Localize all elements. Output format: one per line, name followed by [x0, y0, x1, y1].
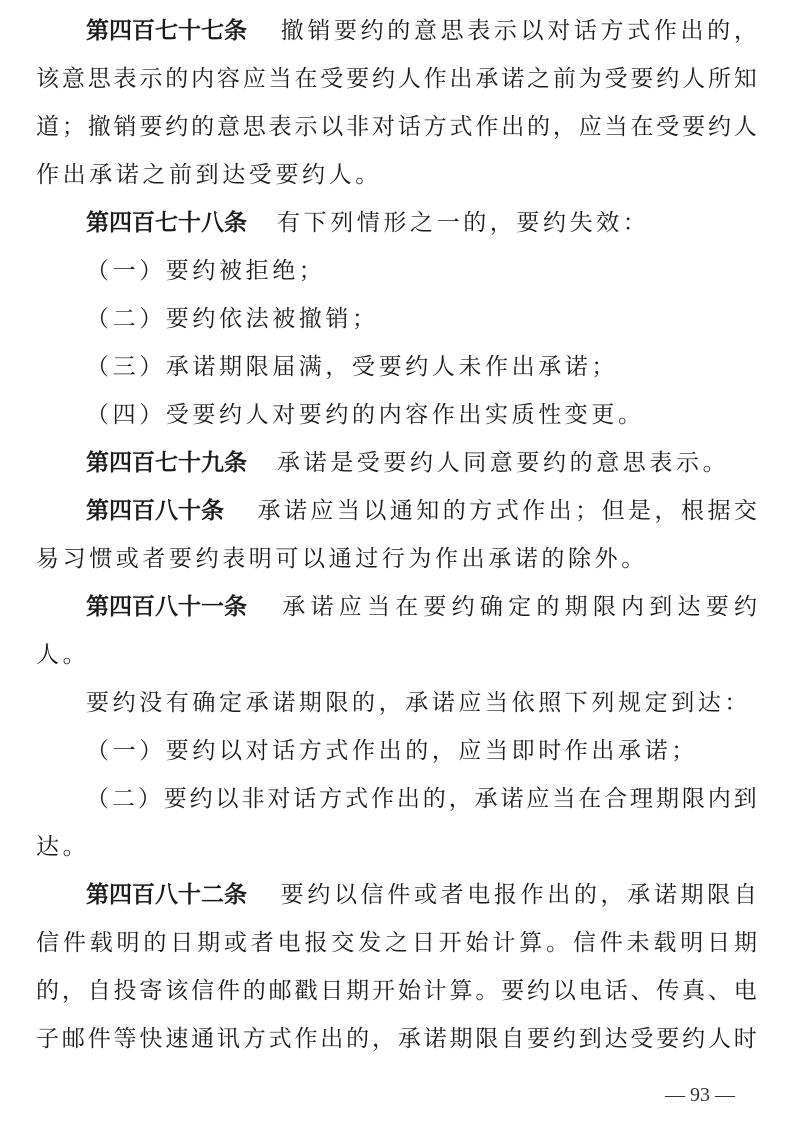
text-char: 等: [113, 1026, 137, 1052]
text-char: 件: [599, 930, 623, 956]
text-char: 约: [371, 66, 395, 92]
text-char: 约: [527, 978, 551, 1004]
text-char: 限: [681, 786, 705, 812]
text-char: 日: [170, 930, 194, 956]
text-char: 或: [223, 930, 247, 956]
text-char: 信: [191, 978, 215, 1004]
text-char: 快: [139, 1026, 163, 1052]
text-line: [0, 536, 793, 582]
text-char: 表: [467, 18, 491, 44]
text-line-justified: [0, 584, 793, 630]
text-char: 子: [36, 1026, 59, 1052]
text-char: 话: [604, 978, 628, 1004]
text-char: ，: [448, 786, 472, 812]
text-char: 以: [520, 18, 544, 44]
text-char: 报: [493, 882, 517, 908]
text-char: 限: [475, 1026, 499, 1052]
text-line: [0, 392, 793, 438]
text-char: 要: [163, 786, 187, 812]
text-char: 应: [338, 594, 362, 620]
text-char: 方: [319, 786, 343, 812]
text-char: 以: [320, 114, 344, 140]
text-char: 销: [307, 18, 331, 44]
text-char: 受: [630, 1026, 654, 1052]
text-line-justified: [0, 8, 793, 54]
text-char: 式: [627, 18, 651, 44]
text-char: 应: [242, 66, 266, 92]
text-char: 约: [656, 66, 680, 92]
text-char: 为: [578, 66, 602, 92]
text-char: 诺: [310, 594, 334, 620]
text-line: [0, 248, 793, 294]
text-char: 交: [733, 498, 757, 524]
text-char: 期: [655, 786, 679, 812]
text-line: [0, 440, 793, 486]
text-char: 话: [397, 114, 421, 140]
text-char: ，: [371, 1026, 395, 1052]
text-char: 到: [649, 594, 673, 620]
text-char: 信: [360, 882, 384, 908]
text-char: 速: [165, 1026, 189, 1052]
text-char: 日: [320, 978, 344, 1004]
text-char: 内: [707, 786, 731, 812]
text-char: 人: [707, 1026, 731, 1052]
text-line-justified: [0, 56, 793, 102]
text-char: 是: [628, 498, 652, 524]
text-char: 载: [653, 930, 677, 956]
text-char: 以: [552, 978, 576, 1004]
text-char: 要: [139, 114, 163, 140]
text-char: 真: [682, 978, 706, 1004]
text-char: 知: [416, 498, 440, 524]
text-line: [0, 728, 793, 774]
text-char: 、: [707, 978, 731, 1004]
text-char: 非: [346, 114, 370, 140]
text-char: 所: [707, 66, 731, 92]
text-char: ）: [137, 786, 161, 812]
text-line: [0, 152, 793, 198]
text-char: 计: [423, 978, 447, 1004]
text-char: 当: [336, 498, 360, 524]
text-char: 以: [363, 498, 387, 524]
text-char: 的: [536, 594, 560, 620]
text-char: 的: [422, 786, 446, 812]
text-char: 出: [320, 1026, 344, 1052]
text-char: 算: [449, 978, 473, 1004]
text-char: 合: [604, 786, 628, 812]
text-char: 话: [293, 786, 317, 812]
text-line: [0, 824, 793, 870]
text-char: 方: [423, 114, 447, 140]
text-char: 道: [36, 114, 59, 140]
article-heading: 第四百八十条: [86, 498, 224, 524]
text-char: 非: [241, 786, 265, 812]
text-char: 或: [413, 882, 437, 908]
text-char: 约: [552, 1026, 576, 1052]
text-line: [0, 632, 793, 678]
text-char: 件: [87, 1026, 111, 1052]
text-char: 时: [733, 1026, 757, 1052]
text-char: 表: [268, 114, 292, 140]
text-char: 到: [733, 786, 757, 812]
text-char: 要: [423, 594, 447, 620]
text-char: 、: [630, 978, 654, 1004]
text-char: ，: [552, 114, 576, 140]
text-char: 戳: [294, 978, 318, 1004]
text-char: 之: [527, 66, 551, 92]
text-char: 达: [677, 594, 701, 620]
text-char: 要: [333, 18, 357, 44]
text-char: 作: [294, 1026, 318, 1052]
text-line: [0, 344, 793, 390]
article-heading: 第四百八十一条: [86, 594, 247, 620]
text-char: 当: [552, 786, 576, 812]
text-char: 通: [389, 498, 413, 524]
text-char: 期: [346, 978, 370, 1004]
text-char: 投: [113, 978, 137, 1004]
text-char: ；: [61, 114, 85, 140]
text-char: 思: [440, 18, 464, 44]
text-char: 承: [282, 594, 306, 620]
text-char: 要: [630, 66, 654, 92]
text-char: 式: [345, 786, 369, 812]
text-char: 期: [680, 882, 704, 908]
article-heading: 第四百七十七条: [86, 18, 247, 44]
text-char: 的: [527, 114, 551, 140]
text-char: 定: [508, 594, 532, 620]
text-char: 撤: [280, 18, 304, 44]
text-char: 示: [139, 66, 163, 92]
text-char: 对: [547, 18, 571, 44]
text-char: 约: [307, 882, 331, 908]
text-char: 的: [143, 930, 167, 956]
text-char: 电: [578, 978, 602, 1004]
text-char: 始: [465, 930, 489, 956]
text-char: 容: [216, 66, 240, 92]
text-char: 明: [116, 930, 140, 956]
text-line-justified: [0, 104, 793, 150]
text-char: 意: [61, 66, 85, 92]
text-char: 约: [451, 594, 475, 620]
text-char: 自: [733, 882, 757, 908]
line-text: 达。: [36, 834, 90, 860]
line-text: （一）要约以对话方式作出的，应当即时作出承诺；: [86, 738, 698, 764]
text-char: 诺: [283, 498, 307, 524]
text-char: 电: [733, 978, 757, 1004]
text-char: 报: [304, 930, 328, 956]
text-char: 的: [191, 114, 215, 140]
text-char: 作: [653, 18, 677, 44]
text-char: 的: [165, 66, 189, 92]
text-char: 出: [547, 882, 571, 908]
line-text: 作出承诺之前到达受要约人。: [36, 162, 382, 188]
text-line-justified: [0, 776, 793, 822]
text-char: 载: [89, 930, 113, 956]
text-char: 电: [277, 930, 301, 956]
text-char: ，: [654, 498, 678, 524]
text-char: 诺: [653, 882, 677, 908]
text-char: 内: [191, 66, 215, 92]
text-char: 承: [475, 66, 499, 92]
text-char: 要: [682, 114, 706, 140]
text-char: 约: [360, 18, 384, 44]
text-char: 邮: [268, 978, 292, 1004]
text-char: 话: [573, 18, 597, 44]
text-char: 诺: [423, 1026, 447, 1052]
text-char: 讯: [216, 1026, 240, 1052]
text-char: 信: [572, 930, 596, 956]
line-text: 人。: [36, 642, 90, 668]
text-char: 式: [495, 498, 519, 524]
text-char: （: [86, 786, 109, 812]
text-char: 人: [682, 66, 706, 92]
text-char: 承: [474, 786, 498, 812]
text-char: ，: [733, 18, 757, 44]
line-text: （一）要约被拒绝；: [86, 258, 326, 284]
text-char: 交: [331, 930, 355, 956]
text-char: 当: [604, 114, 628, 140]
text-char: 发: [358, 930, 382, 956]
line-text: （四）受要约人对要约的内容作出实质性变更。: [86, 402, 645, 428]
text-char: 要: [656, 1026, 680, 1052]
text-char: 出: [449, 66, 473, 92]
text-char: 应: [578, 114, 602, 140]
text-char: 诺: [501, 66, 525, 92]
text-char: 明: [680, 930, 704, 956]
text-char: 内: [621, 594, 645, 620]
text-char: 期: [733, 930, 757, 956]
text-char: 二: [111, 786, 135, 812]
text-char: 要: [280, 882, 304, 908]
line-text: （二）要约依法被撤销；: [86, 306, 379, 332]
text-char: 自: [87, 978, 111, 1004]
text-char: 意: [413, 18, 437, 44]
text-char: 受: [604, 66, 628, 92]
line-text: 有下列情形之一的，要约失效：: [277, 210, 650, 236]
article-heading: 第四百七十八条: [86, 210, 247, 236]
text-char: 期: [197, 930, 221, 956]
text-line-justified: [0, 968, 793, 1014]
text-char: 式: [268, 1026, 292, 1052]
text-char: 但: [601, 498, 625, 524]
text-char: 之: [384, 930, 408, 956]
text-char: 寄: [139, 978, 163, 1004]
text-char: 约: [733, 594, 757, 620]
text-char: 通: [191, 1026, 215, 1052]
text-char: 式: [449, 114, 473, 140]
text-char: 理: [630, 786, 654, 812]
text-char: 在: [578, 786, 602, 812]
text-char: 承: [627, 882, 651, 908]
text-char: 约: [165, 114, 189, 140]
text-char: 开: [371, 978, 395, 1004]
text-char: 的: [387, 18, 411, 44]
text-char: 出: [680, 18, 704, 44]
text-char: 计: [492, 930, 516, 956]
text-line-justified: [0, 872, 793, 918]
article-heading: 第四百七十九条: [86, 450, 247, 476]
text-char: 作: [370, 786, 394, 812]
text-char: 出: [501, 114, 525, 140]
text-char: 人: [397, 66, 421, 92]
text-line-justified: [0, 1016, 793, 1062]
text-char: 邮: [61, 1026, 85, 1052]
text-char: 作: [522, 498, 546, 524]
text-char: 意: [216, 114, 240, 140]
text-char: 者: [440, 882, 464, 908]
text-char: 承: [397, 1026, 421, 1052]
text-char: 出: [396, 786, 420, 812]
text-char: 作: [520, 882, 544, 908]
text-line: [0, 200, 793, 246]
text-char: 承: [257, 498, 281, 524]
text-char: 应: [526, 786, 550, 812]
text-char: 当: [366, 594, 390, 620]
text-char: 销: [113, 114, 137, 140]
text-line: [0, 680, 793, 726]
text-char: 的: [573, 882, 597, 908]
text-char: 根: [680, 498, 704, 524]
text-char: 示: [294, 114, 318, 140]
text-char: 思: [87, 66, 111, 92]
text-char: 方: [600, 18, 624, 44]
text-char: 件: [216, 978, 240, 1004]
text-char: 件: [62, 930, 86, 956]
text-char: 的: [442, 498, 466, 524]
text-char: 该: [165, 978, 189, 1004]
text-char: 受: [656, 114, 680, 140]
text-char: 应: [310, 498, 334, 524]
text-char: ，: [61, 978, 85, 1004]
text-char: 日: [707, 930, 731, 956]
text-char: 日: [411, 930, 435, 956]
text-char: 人: [733, 114, 757, 140]
line-text: 易习惯或者要约表明可以通过行为作出承诺的除外。: [36, 546, 648, 572]
text-char: 要: [527, 1026, 551, 1052]
text-line: [0, 296, 793, 342]
text-char: 要: [705, 594, 729, 620]
text-char: 前: [552, 66, 576, 92]
text-line-justified: [0, 920, 793, 966]
text-char: 。: [546, 930, 570, 956]
text-char: 方: [469, 498, 493, 524]
line-text: 要约没有确定承诺期限的，承诺应当依照下列规定到达：: [86, 690, 751, 716]
text-char: ；: [575, 498, 599, 524]
text-char: 限: [592, 594, 616, 620]
text-char: 传: [656, 978, 680, 1004]
text-char: 件: [387, 882, 411, 908]
text-char: 信: [36, 930, 59, 956]
text-char: 达: [604, 1026, 628, 1052]
text-char: 算: [519, 930, 543, 956]
text-char: 撤: [87, 114, 111, 140]
text-char: 约: [707, 114, 731, 140]
text-char: 方: [242, 1026, 266, 1052]
text-char: 始: [397, 978, 421, 1004]
text-char: 受: [320, 66, 344, 92]
text-char: 思: [242, 114, 266, 140]
article-heading: 第四百八十二条: [86, 882, 247, 908]
page-number: — 93 —: [665, 1084, 735, 1106]
line-text: （三）承诺期限届满，受要约人未作出承诺；: [86, 354, 618, 380]
text-char: 要: [501, 978, 525, 1004]
text-char: 作: [475, 114, 499, 140]
text-char: 开: [438, 930, 462, 956]
text-char: 以: [333, 882, 357, 908]
text-char: 电: [467, 882, 491, 908]
text-char: 的: [242, 978, 266, 1004]
text-char: 在: [294, 66, 318, 92]
text-char: 在: [395, 594, 419, 620]
text-char: 的: [36, 978, 59, 1004]
text-char: 。: [475, 978, 499, 1004]
text-char: 示: [493, 18, 517, 44]
text-char: 出: [548, 498, 572, 524]
text-char: 诺: [500, 786, 524, 812]
text-char: ，: [600, 882, 624, 908]
line-text: 承诺是受要约人同意要约的意思表示。: [277, 450, 730, 476]
text-char: 到: [578, 1026, 602, 1052]
text-char: 约: [682, 1026, 706, 1052]
text-char: 要: [346, 66, 370, 92]
text-char: 约: [189, 786, 213, 812]
text-char: 的: [346, 1026, 370, 1052]
text-char: 自: [501, 1026, 525, 1052]
text-char: 知: [733, 66, 757, 92]
text-line-justified: [0, 488, 793, 534]
text-char: 的: [707, 18, 731, 44]
text-char: 者: [250, 930, 274, 956]
text-char: 以: [215, 786, 239, 812]
text-char: 据: [707, 498, 731, 524]
text-char: 当: [268, 66, 292, 92]
text-char: 期: [449, 1026, 473, 1052]
text-char: 限: [707, 882, 731, 908]
text-char: 确: [479, 594, 503, 620]
text-char: 对: [267, 786, 291, 812]
text-char: 在: [630, 114, 654, 140]
text-char: 该: [36, 66, 59, 92]
text-char: 对: [371, 114, 395, 140]
text-char: 作: [423, 66, 447, 92]
text-char: 期: [564, 594, 588, 620]
text-char: 表: [113, 66, 137, 92]
text-char: 未: [626, 930, 650, 956]
